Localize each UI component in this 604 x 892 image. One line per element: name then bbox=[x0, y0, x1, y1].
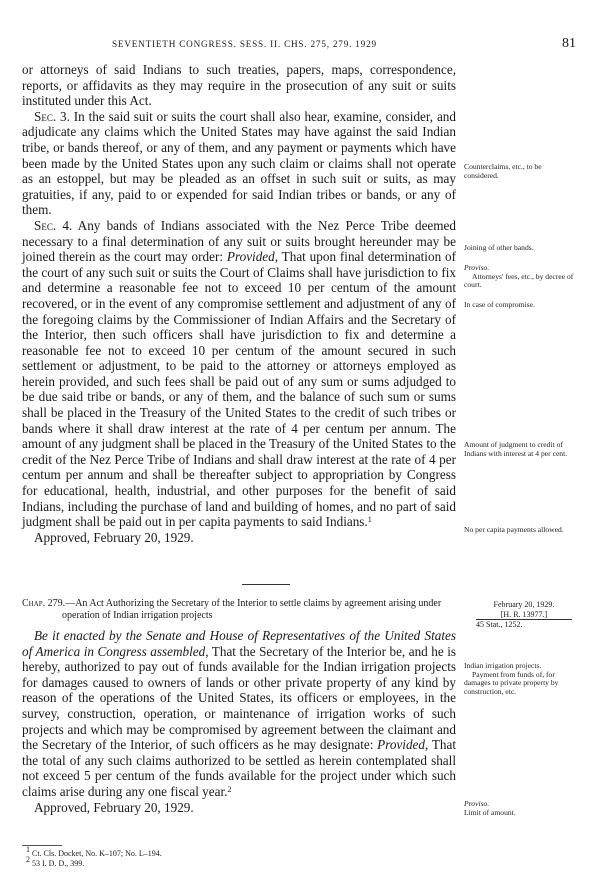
footnote-2-text: 53 I. D. D., 399. bbox=[30, 858, 85, 868]
section-3-text: In the said suit or suits the court shall also hear, examine, consider, and adjudicate any claims which the United States may have against the said Indian tribe, or bands thereof, or any of them, and any payment or payments which have been made by the United States upon any such claim or claims shall not operate as an estoppel, but may be pleaded as an offset in such suit or suits, as may gratuities, if any, paid to or expended for said Indian tribes or bands, or any of them. bbox=[22, 108, 456, 218]
section-4-label: Sec. 4. bbox=[34, 217, 73, 233]
irrigation-head: Indian irrigation projects. bbox=[464, 661, 542, 670]
section-4-proviso: Provided, bbox=[226, 249, 279, 265]
chapter-279-text-a: That the Secretary of the Interior be, and he is hereby, authorized to pay out of funds available for the Indian irrigation projects for damages caused to owners of lands or other private property of any kind by reason of the operations of the United States, its officers or employees, in the survey, construction, operation, or maintenance of irrigation works of such projects and which may be compromised by agreement between the claimant and the Secretary of the Interior, of such officers as he may designate: bbox=[22, 643, 457, 753]
chapter-279-proviso: Provided, bbox=[377, 737, 429, 753]
running-header bbox=[0, 36, 604, 52]
chapter-279-body bbox=[22, 628, 456, 815]
page-number: 81 bbox=[562, 36, 576, 51]
footnote-ref-2: 2 bbox=[227, 784, 232, 794]
margin-note-judgment: Amount of judgment to credit of Indians with interest at 4 per cent. bbox=[464, 440, 568, 458]
proviso-2-head: Proviso. bbox=[464, 799, 490, 808]
margin-note-compromise: In case of compromise. bbox=[464, 300, 535, 309]
margin-note-counterclaims: Counterclaims, etc., to be considered. bbox=[464, 162, 542, 180]
margin-note-proviso-1 bbox=[464, 264, 576, 290]
continuation-paragraph: or attorneys of said Indians to such treaties, papers, maps, correspondence, reports, or affidavits as they may require in the prosecution of any suit or suits instituted under this Act. bbox=[22, 62, 456, 109]
footnote-1 bbox=[26, 845, 326, 859]
section-3-block bbox=[22, 62, 456, 545]
footnotes bbox=[26, 845, 326, 868]
running-header-title: SEVENTIETH CONGRESS. SESS. II. CHS. 275, 279. 1929 bbox=[112, 39, 377, 49]
enacting-clause: Be it enacted by the Senate and House of Representatives of the United States of America in Congress assembled, bbox=[22, 628, 456, 659]
proviso-1-text: Attorneys' fees, etc., by decree of court. bbox=[464, 271, 574, 290]
section-4-text-b: That upon final determination of the court of any such suit or suits the Court of Claims shall have jurisdiction to fix and determine a reasonable fee not to exceed 10 per centum of the amount recovered, or in the event of any compromise settlement and adjustment of any of the foregoing claims by the Commissioner of Indian Affairs and the Secretary of the Interior, then such officers shall have jurisdiction to fix and determine a reasonable fee not to exceed 10 per centum of the amount secured in such settlement or adjustment, to be paid to the attorney or attorneys employed as herein provided, and such fees shall be paid out of any sum or sums adjudged to be due said tribe or bands, or any of them, and the balance of such sum or sums shall be placed in the Treasury of the United States to the credit of such tribes or bands where it shall draw interest at the rate of 4 per centum per annum. The amount of any judgment shall be placed in the Treasury of the United States to the credit of the Nez Perce Tribe of Indians and shall draw interest at the rate of 4 per centum per annum and shall be thereafter subject to appropriation by Congress for educational, health, industrial, and other purposes for the benefit of said Indians, including the purchase of land and building of homes, and no part of said judgment shall be paid out in per capita payments to said Indians. bbox=[22, 249, 457, 530]
footnote-1-text: Ct. Cls. Docket, No. K–107; No. L–194. bbox=[30, 849, 162, 858]
margin-note-joining: Joining of other bands. bbox=[464, 243, 534, 252]
chapter-279-citation bbox=[476, 600, 572, 630]
chapter-title: —An Act Authorizing the Secretary of the Interior to settle claims by agreement arising under operation of Indian irrigation projects bbox=[62, 598, 442, 621]
margin-note-irrigation bbox=[464, 662, 576, 696]
bill-number: [H. R. 13977.] bbox=[476, 610, 572, 621]
approval-line-1: Approved, February 20, 1929. bbox=[34, 529, 194, 545]
chapter-279-heading bbox=[22, 598, 454, 622]
section-3-paragraph bbox=[22, 109, 456, 218]
statute-citation: 45 Stat., 1252. bbox=[476, 620, 523, 630]
proviso-1-head: Proviso. bbox=[464, 263, 490, 272]
chapter-label: Chap. 279. bbox=[22, 598, 66, 609]
section-3-label: Sec. 3. bbox=[34, 108, 70, 124]
proviso-2-text: Limit of amount. bbox=[464, 807, 516, 817]
footnote-2 bbox=[26, 854, 326, 869]
chapter-279-text-b: That the total of any such claims authorized to be settled as herein contemplated shall not exceed 5 per centum of the funds available for the project under which such claims arise during any one fiscal year. bbox=[22, 737, 456, 799]
enacting-paragraph bbox=[22, 628, 456, 800]
chapter-divider bbox=[242, 584, 290, 585]
section-4-text-a: Any bands of Indians associated with the Nez Perce Tribe deemed necessary to a final determination of any suit or suits brought hereunder may be joined therein as the court may order: bbox=[22, 217, 456, 265]
margin-note-no-per-capita: No per capita payments allowed. bbox=[464, 525, 564, 534]
approval-date: February 20, 1929. bbox=[493, 600, 555, 609]
irrigation-text: Payment from funds of, for damages to private property by construction, etc. bbox=[464, 669, 559, 696]
footnote-ref-1: 1 bbox=[367, 515, 372, 525]
section-4-paragraph bbox=[22, 218, 456, 530]
footnote-2-mark: 2 bbox=[26, 854, 30, 864]
footnote-1-mark: 1 bbox=[26, 845, 30, 854]
margin-note-proviso-2 bbox=[464, 800, 576, 817]
approval-line-2: Approved, February 20, 1929. bbox=[34, 799, 194, 815]
